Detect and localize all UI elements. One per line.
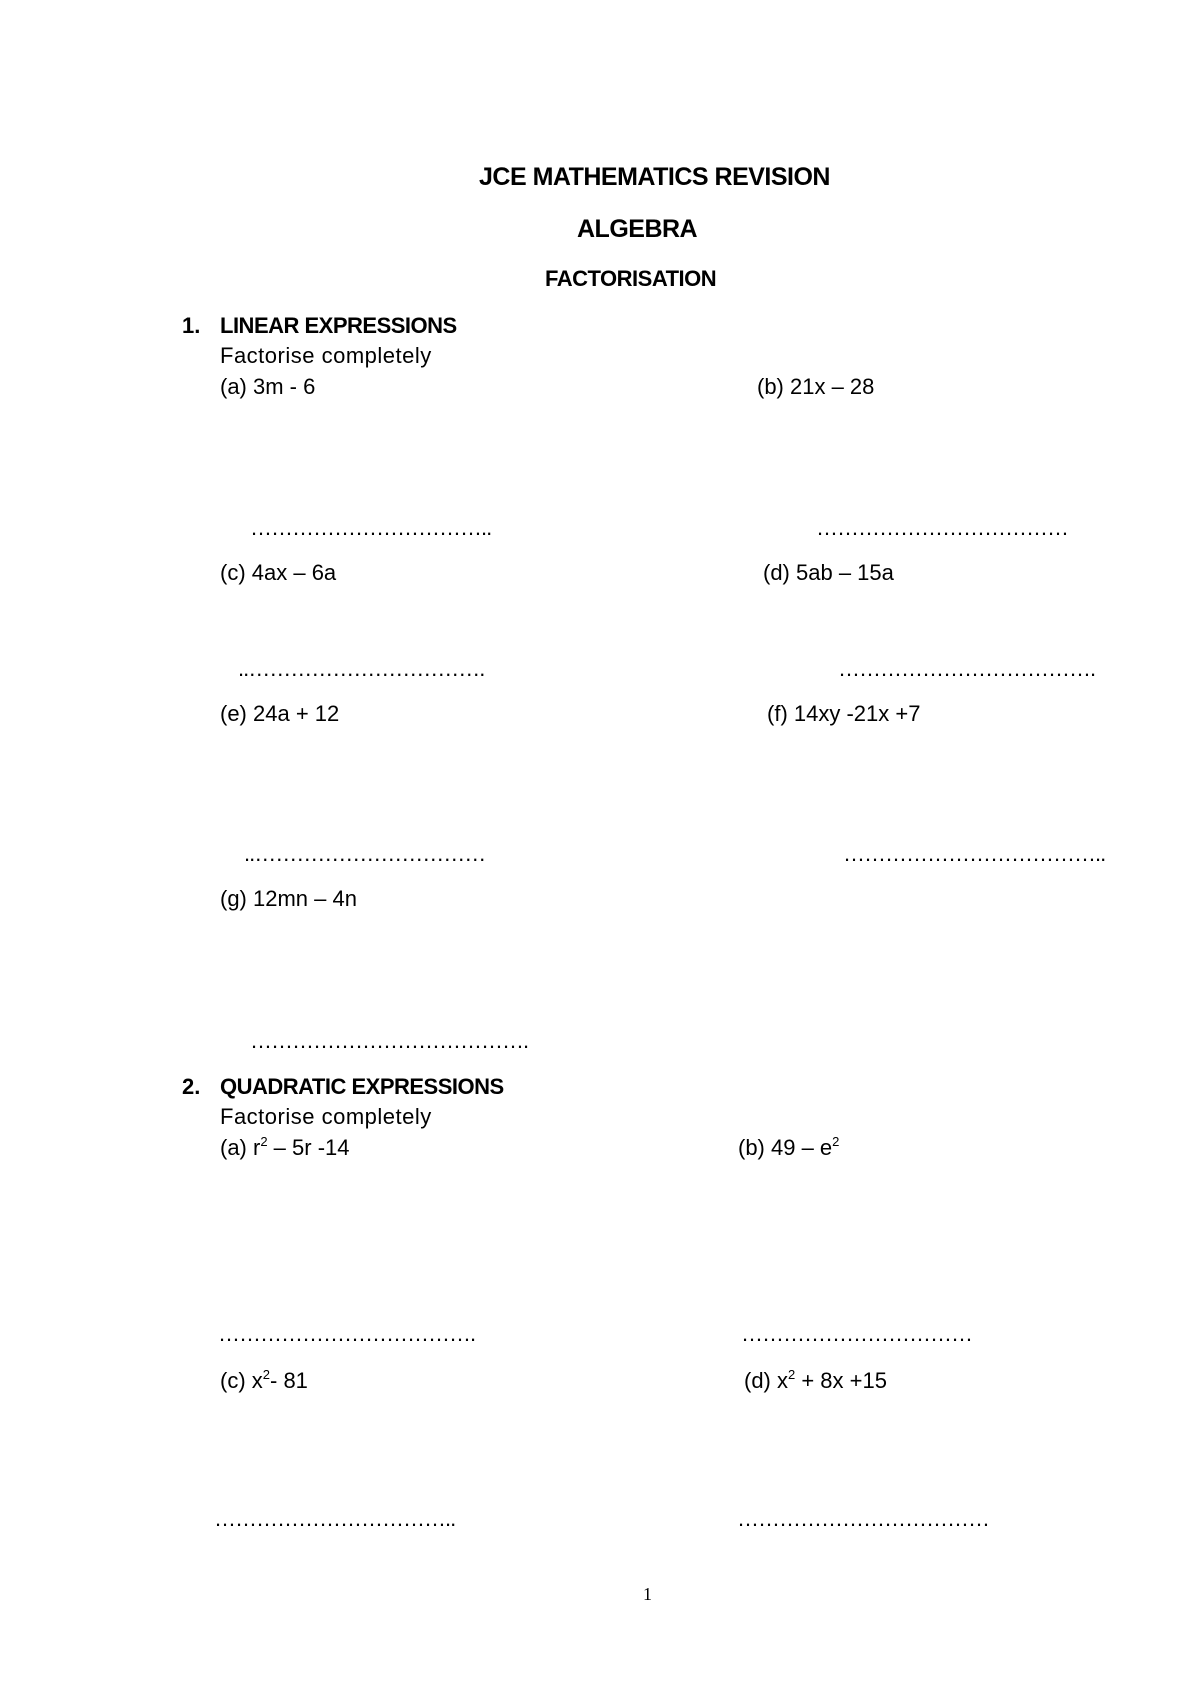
answer-line-2b: …………………………… [741,1321,972,1346]
question-1e: (e) 24a + 12 [220,701,340,726]
answer-line-1a: …………………………….. [250,515,492,540]
section-1-heading: LINEAR EXPRESSIONS [220,313,457,338]
question-2b: (b) $49 - e^2$ [738,1134,840,1160]
question-1a: (a) 3m - 6 [220,374,316,399]
answer-line-1c: ..……………………………. [238,656,485,681]
section-1-number: 1. [182,313,201,338]
answer-line-1d: ………………………………. [838,656,1096,681]
page-number: 1 [643,1584,652,1604]
document-title: JCE MATHEMATICS REVISION [479,163,830,191]
answer-line-1e: ..…………………………… [244,841,486,866]
question-2d: (d) $x^2 + 8x +15$ [744,1367,887,1393]
question-2a: (a) $r^2 - 5r$ -14 [220,1134,350,1160]
document-subject: ALGEBRA [577,215,698,243]
question-1g: (g) 12mn – 4n [220,886,357,911]
document-topic: FACTORISATION [545,266,717,291]
question-1d: (d) 5ab – 15a [763,560,894,585]
answer-line-2a: ………………………………. [218,1321,476,1346]
section-2-heading: QUADRATIC EXPRESSIONS [220,1074,504,1099]
answer-line-1g: …………………………………. [250,1028,529,1053]
question-1b: (b) 21x – 28 [757,374,875,399]
section-2-instruction: Factorise completely [220,1104,432,1129]
answer-line-2c: …………………………….. [214,1506,456,1531]
question-2c: (c) $x^2-$ 81 [220,1367,308,1393]
section-1-instruction: Factorise completely [220,343,432,368]
answer-line-2d: ……………………………… [737,1506,989,1531]
question-1f: (f) 14xy -21x +7 [767,701,921,726]
answer-line-1b: ……………………………… [816,515,1068,540]
answer-line-1f: ……………………………….. [843,841,1106,866]
question-1c: (c) 4ax – 6a [220,560,337,585]
section-2-number: 2. [182,1074,201,1099]
